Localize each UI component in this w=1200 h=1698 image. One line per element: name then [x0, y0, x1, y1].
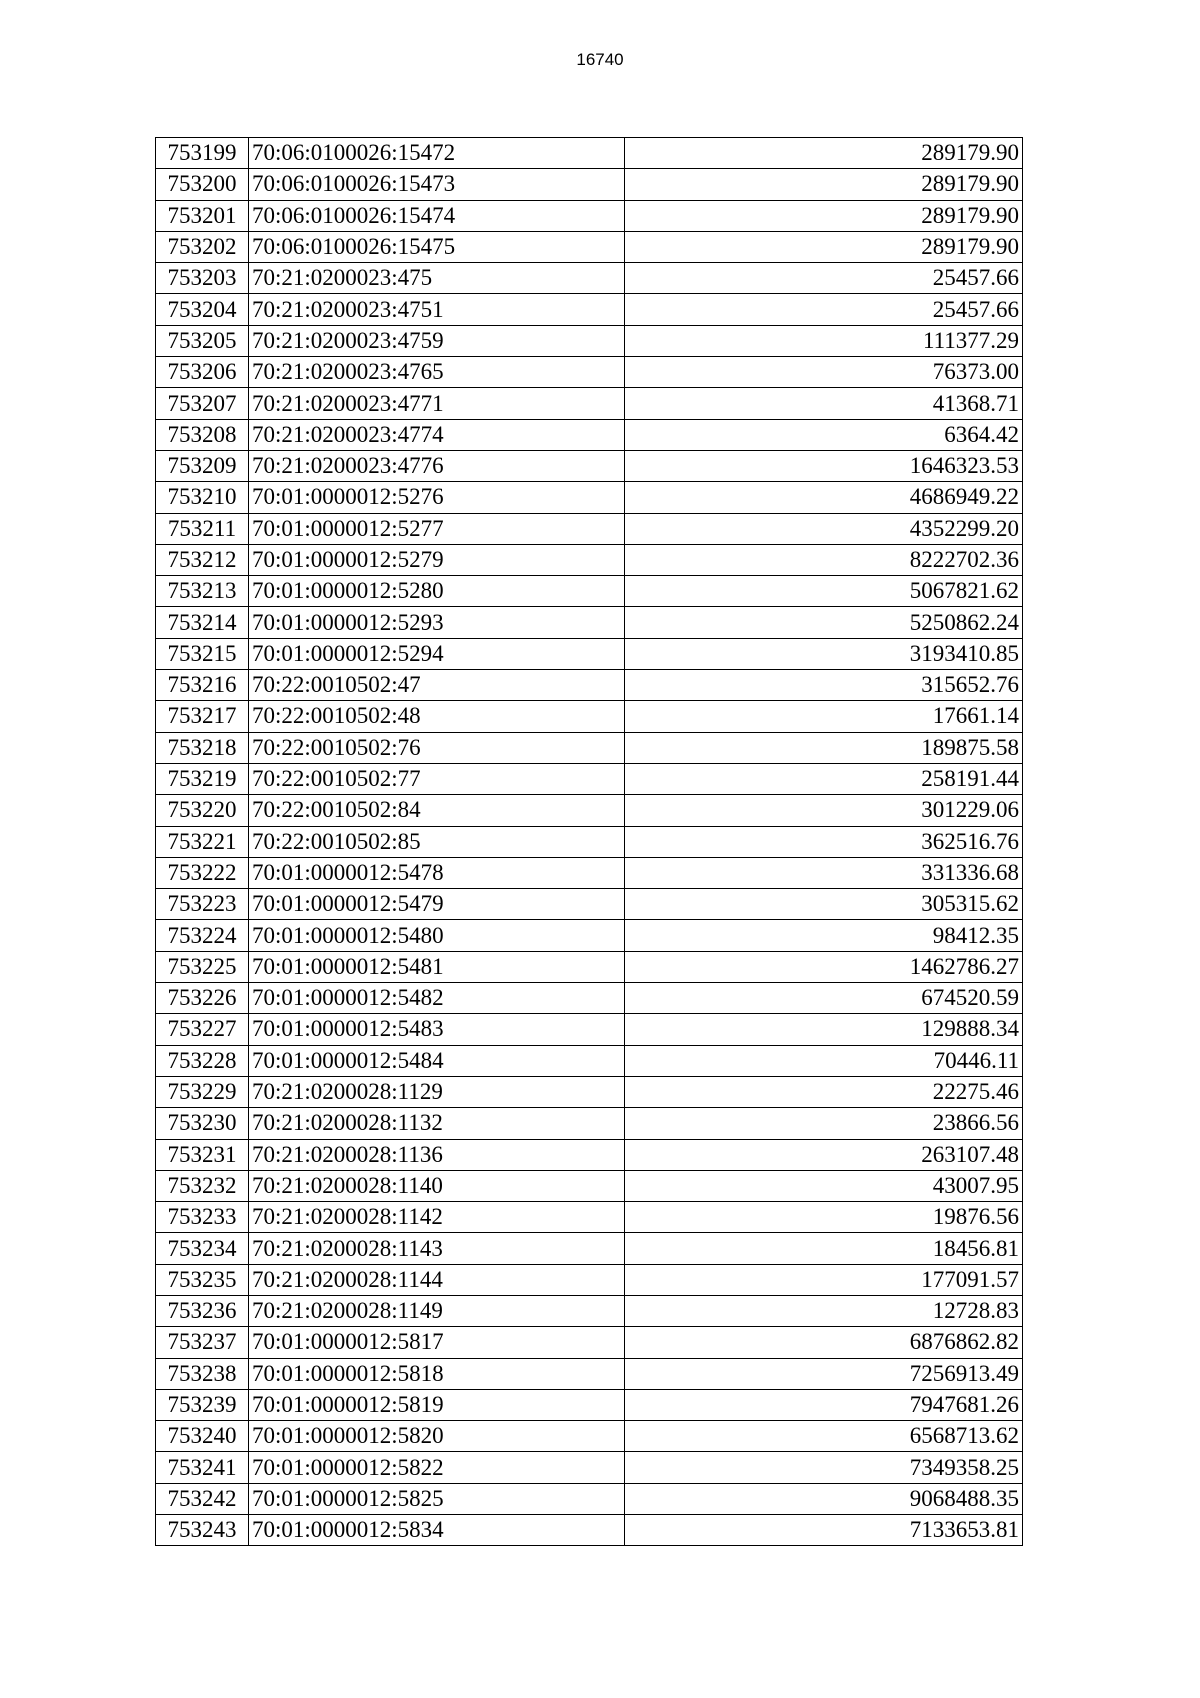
cadastral-value-cell: 258191.44	[625, 763, 1023, 794]
cadastral-value-cell: 7349358.25	[625, 1452, 1023, 1483]
cadastral-number-cell: 70:01:0000012:5276	[249, 482, 625, 513]
table-row	[156, 1170, 1023, 1201]
cadastral-value-cell: 4686949.22	[625, 482, 1023, 513]
cadastral-value-cell: 331336.68	[625, 857, 1023, 888]
row-number-cell: 753224	[156, 920, 249, 951]
cadastral-number-cell: 70:01:0000012:5280	[249, 576, 625, 607]
cadastral-number-cell: 70:22:0010502:77	[249, 763, 625, 794]
page-number: 16740	[576, 50, 624, 69]
row-number-cell: 753225	[156, 951, 249, 982]
table-row	[156, 607, 1023, 638]
row-number-cell: 753199	[156, 138, 249, 169]
cadastral-number-cell: 70:06:0100026:15473	[249, 169, 625, 200]
cadastral-value-cell: 3193410.85	[625, 638, 1023, 669]
table-row	[156, 670, 1023, 701]
cadastral-value-cell: 76373.00	[625, 357, 1023, 388]
row-number-cell: 753209	[156, 450, 249, 481]
row-number-cell: 753203	[156, 263, 249, 294]
cadastral-number-cell: 70:21:0200023:4765	[249, 357, 625, 388]
cadastral-value-cell: 8222702.36	[625, 544, 1023, 575]
table-row	[156, 1233, 1023, 1264]
row-number-cell: 753218	[156, 732, 249, 763]
cadastral-value-cell: 301229.06	[625, 795, 1023, 826]
table-row	[156, 857, 1023, 888]
row-number-cell: 753208	[156, 419, 249, 450]
cadastral-value-cell: 19876.56	[625, 1202, 1023, 1233]
row-number-cell: 753242	[156, 1483, 249, 1514]
cadastral-number-cell: 70:22:0010502:84	[249, 795, 625, 826]
table-row	[156, 889, 1023, 920]
cadastral-number-cell: 70:22:0010502:76	[249, 732, 625, 763]
cadastral-number-cell: 70:21:0200028:1129	[249, 1076, 625, 1107]
cadastral-number-cell: 70:01:0000012:5479	[249, 889, 625, 920]
cadastral-number-cell: 70:21:0200028:1140	[249, 1170, 625, 1201]
cadastral-number-cell: 70:01:0000012:5822	[249, 1452, 625, 1483]
table-row	[156, 1327, 1023, 1358]
cadastral-value-cell: 289179.90	[625, 231, 1023, 262]
cadastral-value-cell: 177091.57	[625, 1264, 1023, 1295]
table-body	[156, 138, 1023, 1546]
cadastral-number-cell: 70:01:0000012:5817	[249, 1327, 625, 1358]
table-row	[156, 169, 1023, 200]
cadastral-value-cell: 1462786.27	[625, 951, 1023, 982]
cadastral-value-cell: 6876862.82	[625, 1327, 1023, 1358]
cadastral-number-cell: 70:21:0200028:1143	[249, 1233, 625, 1264]
table-row	[156, 1014, 1023, 1045]
row-number-cell: 753217	[156, 701, 249, 732]
cadastral-value-cell: 41368.71	[625, 388, 1023, 419]
cadastral-value-cell: 43007.95	[625, 1170, 1023, 1201]
table-row	[156, 450, 1023, 481]
cadastral-number-cell: 70:01:0000012:5484	[249, 1045, 625, 1076]
table-row	[156, 701, 1023, 732]
table-row	[156, 263, 1023, 294]
cadastral-value-cell: 315652.76	[625, 670, 1023, 701]
cadastral-value-cell: 25457.66	[625, 294, 1023, 325]
cadastral-number-cell: 70:01:0000012:5820	[249, 1421, 625, 1452]
cadastral-value-cell: 18456.81	[625, 1233, 1023, 1264]
row-number-cell: 753210	[156, 482, 249, 513]
cadastral-number-cell: 70:01:0000012:5478	[249, 857, 625, 888]
cadastral-number-cell: 70:21:0200023:4774	[249, 419, 625, 450]
cadastral-number-cell: 70:21:0200028:1142	[249, 1202, 625, 1233]
table-row	[156, 1483, 1023, 1514]
table-row	[156, 951, 1023, 982]
cadastral-number-cell: 70:21:0200023:4776	[249, 450, 625, 481]
cadastral-number-cell: 70:06:0100026:15474	[249, 200, 625, 231]
cadastral-number-cell: 70:01:0000012:5279	[249, 544, 625, 575]
row-number-cell: 753236	[156, 1295, 249, 1326]
table-row	[156, 138, 1023, 169]
row-number-cell: 753213	[156, 576, 249, 607]
row-number-cell: 753238	[156, 1358, 249, 1389]
cadastral-number-cell: 70:06:0100026:15475	[249, 231, 625, 262]
table-row	[156, 231, 1023, 262]
cadastral-value-cell: 6364.42	[625, 419, 1023, 450]
row-number-cell: 753234	[156, 1233, 249, 1264]
row-number-cell: 753237	[156, 1327, 249, 1358]
cadastral-number-cell: 70:22:0010502:48	[249, 701, 625, 732]
cadastral-value-cell: 7133653.81	[625, 1515, 1023, 1546]
cadastral-value-cell: 7256913.49	[625, 1358, 1023, 1389]
table-row	[156, 1358, 1023, 1389]
row-number-cell: 753240	[156, 1421, 249, 1452]
cadastral-number-cell: 70:01:0000012:5483	[249, 1014, 625, 1045]
cadastral-value-cell: 263107.48	[625, 1139, 1023, 1170]
cadastral-value-cell: 7947681.26	[625, 1389, 1023, 1420]
cadastral-value-cell: 189875.58	[625, 732, 1023, 763]
cadastral-value-cell: 12728.83	[625, 1295, 1023, 1326]
cadastral-value-cell: 289179.90	[625, 169, 1023, 200]
table-row	[156, 200, 1023, 231]
table-row	[156, 1076, 1023, 1107]
cadastral-value-cell: 22275.46	[625, 1076, 1023, 1107]
table-row	[156, 325, 1023, 356]
cadastral-number-cell: 70:22:0010502:85	[249, 826, 625, 857]
row-number-cell: 753205	[156, 325, 249, 356]
cadastral-value-cell: 6568713.62	[625, 1421, 1023, 1452]
row-number-cell: 753214	[156, 607, 249, 638]
cadastral-value-cell: 5250862.24	[625, 607, 1023, 638]
row-number-cell: 753241	[156, 1452, 249, 1483]
row-number-cell: 753220	[156, 795, 249, 826]
row-number-cell: 753235	[156, 1264, 249, 1295]
table-row	[156, 638, 1023, 669]
row-number-cell: 753227	[156, 1014, 249, 1045]
table-row	[156, 1515, 1023, 1546]
row-number-cell: 753211	[156, 513, 249, 544]
cadastral-value-cell: 362516.76	[625, 826, 1023, 857]
table-row	[156, 576, 1023, 607]
row-number-cell: 753229	[156, 1076, 249, 1107]
row-number-cell: 753200	[156, 169, 249, 200]
table-row	[156, 1452, 1023, 1483]
cadastral-value-cell: 289179.90	[625, 200, 1023, 231]
cadastral-number-cell: 70:21:0200028:1136	[249, 1139, 625, 1170]
cadastral-value-cell: 674520.59	[625, 983, 1023, 1014]
row-number-cell: 753216	[156, 670, 249, 701]
row-number-cell: 753228	[156, 1045, 249, 1076]
cadastral-number-cell: 70:06:0100026:15472	[249, 138, 625, 169]
cadastral-value-cell: 9068488.35	[625, 1483, 1023, 1514]
cadastral-value-cell: 4352299.20	[625, 513, 1023, 544]
cadastral-value-cell: 1646323.53	[625, 450, 1023, 481]
table-row	[156, 388, 1023, 419]
cadastral-number-cell: 70:21:0200023:475	[249, 263, 625, 294]
cadastral-value-cell: 111377.29	[625, 325, 1023, 356]
cadastral-number-cell: 70:01:0000012:5834	[249, 1515, 625, 1546]
table-row	[156, 983, 1023, 1014]
table-row	[156, 1421, 1023, 1452]
cadastral-value-cell: 305315.62	[625, 889, 1023, 920]
row-number-cell: 753212	[156, 544, 249, 575]
cadastral-value-cell: 289179.90	[625, 138, 1023, 169]
cadastral-value-cell: 5067821.62	[625, 576, 1023, 607]
table-row	[156, 1202, 1023, 1233]
cadastral-number-cell: 70:01:0000012:5819	[249, 1389, 625, 1420]
cadastral-number-cell: 70:01:0000012:5480	[249, 920, 625, 951]
row-number-cell: 753201	[156, 200, 249, 231]
cadastral-number-cell: 70:21:0200028:1132	[249, 1108, 625, 1139]
cadastral-number-cell: 70:01:0000012:5818	[249, 1358, 625, 1389]
table-row	[156, 1295, 1023, 1326]
cadastral-number-cell: 70:21:0200023:4751	[249, 294, 625, 325]
row-number-cell: 753215	[156, 638, 249, 669]
row-number-cell: 753222	[156, 857, 249, 888]
table-row	[156, 1139, 1023, 1170]
cadastral-number-cell: 70:21:0200023:4759	[249, 325, 625, 356]
cadastral-value-cell: 70446.11	[625, 1045, 1023, 1076]
table-row	[156, 1108, 1023, 1139]
table-row	[156, 544, 1023, 575]
row-number-cell: 753204	[156, 294, 249, 325]
table-row	[156, 513, 1023, 544]
cadastral-number-cell: 70:22:0010502:47	[249, 670, 625, 701]
row-number-cell: 753223	[156, 889, 249, 920]
row-number-cell: 753239	[156, 1389, 249, 1420]
cadastral-value-cell: 17661.14	[625, 701, 1023, 732]
cadastral-number-cell: 70:01:0000012:5293	[249, 607, 625, 638]
table-row	[156, 795, 1023, 826]
table-row	[156, 294, 1023, 325]
table-row	[156, 826, 1023, 857]
table-row	[156, 1389, 1023, 1420]
row-number-cell: 753232	[156, 1170, 249, 1201]
table-row	[156, 763, 1023, 794]
cadastral-number-cell: 70:01:0000012:5482	[249, 983, 625, 1014]
row-number-cell: 753231	[156, 1139, 249, 1170]
cadastral-value-cell: 25457.66	[625, 263, 1023, 294]
row-number-cell: 753207	[156, 388, 249, 419]
cadastral-number-cell: 70:01:0000012:5825	[249, 1483, 625, 1514]
cadastral-number-cell: 70:01:0000012:5294	[249, 638, 625, 669]
row-number-cell: 753233	[156, 1202, 249, 1233]
row-number-cell: 753202	[156, 231, 249, 262]
table-row	[156, 482, 1023, 513]
cadastral-number-cell: 70:21:0200028:1149	[249, 1295, 625, 1326]
table-row	[156, 1264, 1023, 1295]
row-number-cell: 753221	[156, 826, 249, 857]
table-row	[156, 732, 1023, 763]
cadastral-number-cell: 70:21:0200023:4771	[249, 388, 625, 419]
table-row	[156, 357, 1023, 388]
row-number-cell: 753206	[156, 357, 249, 388]
cadastral-number-cell: 70:01:0000012:5481	[249, 951, 625, 982]
cadastral-value-cell: 98412.35	[625, 920, 1023, 951]
cadastral-value-cell: 129888.34	[625, 1014, 1023, 1045]
table-row	[156, 1045, 1023, 1076]
cadastral-number-cell: 70:01:0000012:5277	[249, 513, 625, 544]
row-number-cell: 753243	[156, 1515, 249, 1546]
table-row	[156, 920, 1023, 951]
row-number-cell: 753226	[156, 983, 249, 1014]
cadastral-value-table	[155, 137, 1023, 1546]
row-number-cell: 753230	[156, 1108, 249, 1139]
row-number-cell: 753219	[156, 763, 249, 794]
cadastral-value-cell: 23866.56	[625, 1108, 1023, 1139]
cadastral-number-cell: 70:21:0200028:1144	[249, 1264, 625, 1295]
table-row	[156, 419, 1023, 450]
